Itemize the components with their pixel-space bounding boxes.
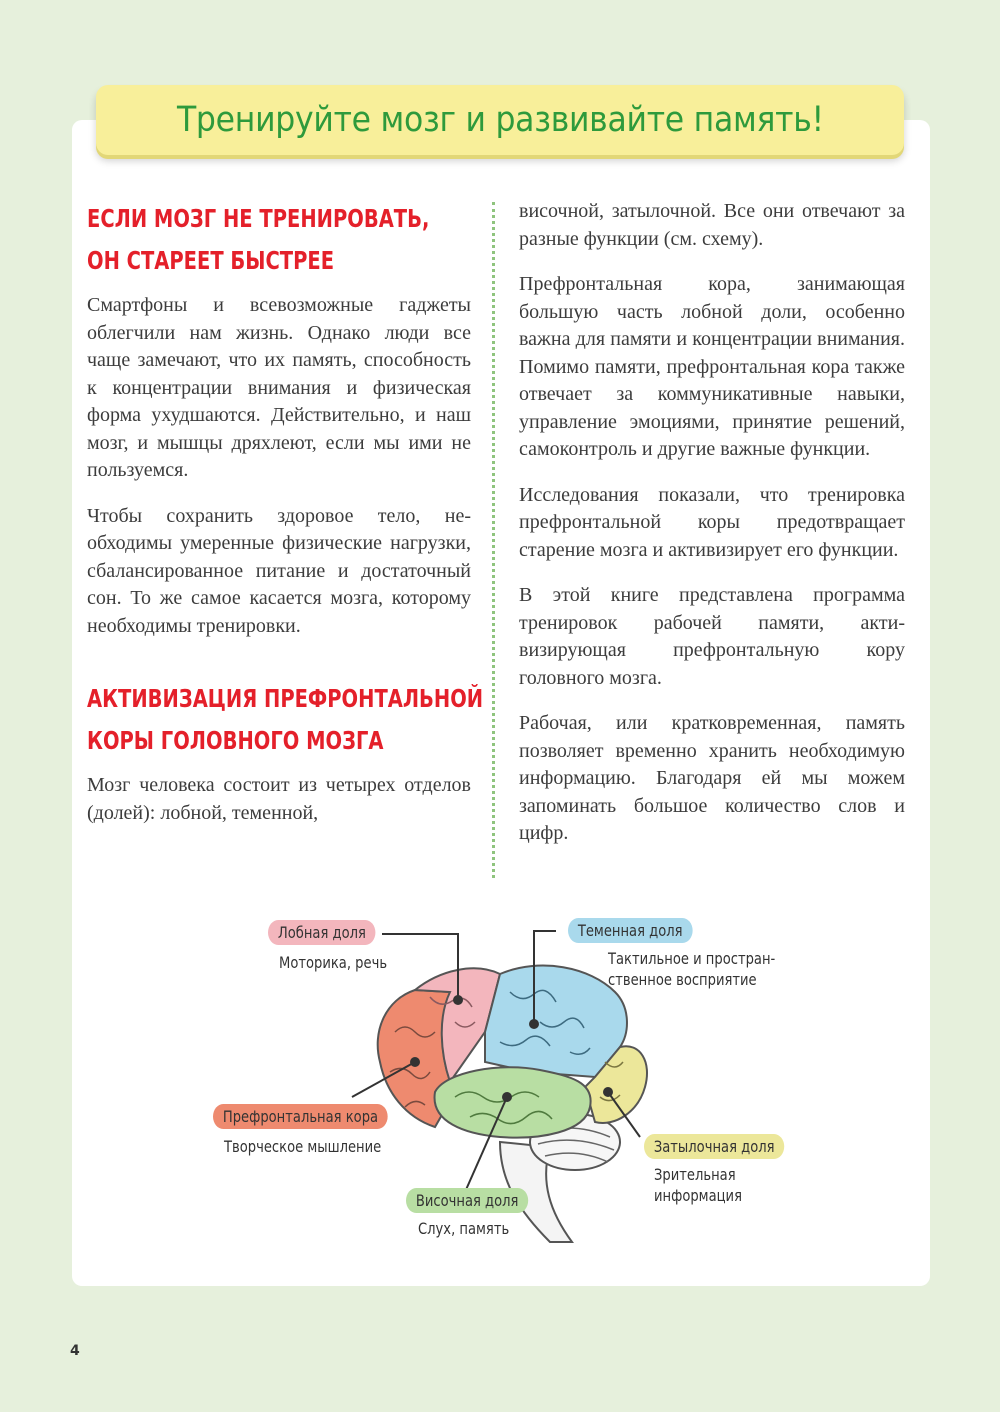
paragraph-this-book: В этой книге представлена программа тренировок рабочей памяти, активизирующая префронтальную кору головного мозга.	[519, 584, 905, 689]
temporal-lobe-desc: Слух, память	[418, 1219, 510, 1238]
prefrontal-cortex-desc: Творческое мышление	[224, 1137, 382, 1156]
paragraph-research: Исследования показали, что тренировка префронтальной коры предотвращает старение мозга и активизирует его функции.	[519, 483, 905, 561]
temporal-lobe-label: Височная доля	[406, 1188, 528, 1213]
parietal-region	[485, 966, 627, 1077]
temporal-region	[435, 1067, 591, 1137]
parietal-lobe-desc: Тактильное и простран- ственное восприятие	[608, 949, 776, 989]
frontal-lobe-label: Лобная доля	[268, 920, 376, 945]
paragraph-working-memory: Рабочая, или кратковременная, память позволяет временно хранить необходимую информацию. Благодаря ей мы можем запоминать большое количество слов и цифр.	[519, 712, 905, 844]
page-number: 4	[70, 1343, 80, 1359]
frontal-lobe-desc: Моторика, речь	[279, 953, 388, 972]
title-banner	[96, 85, 904, 155]
right-column	[519, 198, 905, 848]
page-title: Тренируйте мозг и развивайте память!	[176, 100, 824, 140]
paragraph-brain-lobes: Мозг человека состоит из четырех отделов (долей): лобной, теменной,	[87, 774, 471, 824]
paragraph-gadgets: Смартфоны и всевозможные гаджеты облегчили нам жизнь. Однако люди все чаще замечают, что их память, способность к концентрации внимания и физическая форма ухудшаются. Действительно, и наш мозг, и мышцы дряхлеют, если мы ими не пользуемся.	[87, 294, 471, 481]
paragraph-lobes-continued: височной, затылочной. Все они отвечают за разные функции (см. схему).	[519, 200, 905, 250]
paragraph-prefrontal-cortex: Префронтальная кора, занимающая большую часть лобной доли, особенно важна для памяти и концентрации внимания. Помимо памяти, префронтальная кора также отвечает за коммуникативные навыки, управление эмоциями, принятие решений, самоконтроль и другие важные функции.	[519, 273, 905, 460]
occipital-lobe-desc: Зрительная информация	[654, 1165, 742, 1205]
brain-diagram	[200, 912, 820, 1247]
heading-prefrontal-line2: КОРЫ ГОЛОВНОГО МОЗГА	[87, 726, 384, 755]
column-divider	[492, 202, 495, 878]
paragraph-healthy-body: Чтобы сохранить здоровое тело, необходимы умеренные физические нагрузки, сбалансированное питание и достаточный сон. То же самое касается мозга, которому необходимы тренировки.	[87, 504, 471, 637]
prefrontal-cortex-label: Префронтальная кора	[213, 1104, 388, 1129]
occipital-lobe-label: Затылочная доля	[644, 1134, 784, 1159]
heading-prefrontal-line1: АКТИВИЗАЦИЯ ПРЕФРОНТАЛЬНОЙ	[87, 684, 484, 713]
heading-aging-line1: ЕСЛИ МОЗГ НЕ ТРЕНИРОВАТЬ,	[87, 204, 430, 233]
heading-aging-line2: ОН СТАРЕЕТ БЫСТРЕЕ	[87, 246, 335, 275]
parietal-lobe-label: Теменная доля	[568, 918, 692, 943]
left-column	[87, 198, 484, 827]
